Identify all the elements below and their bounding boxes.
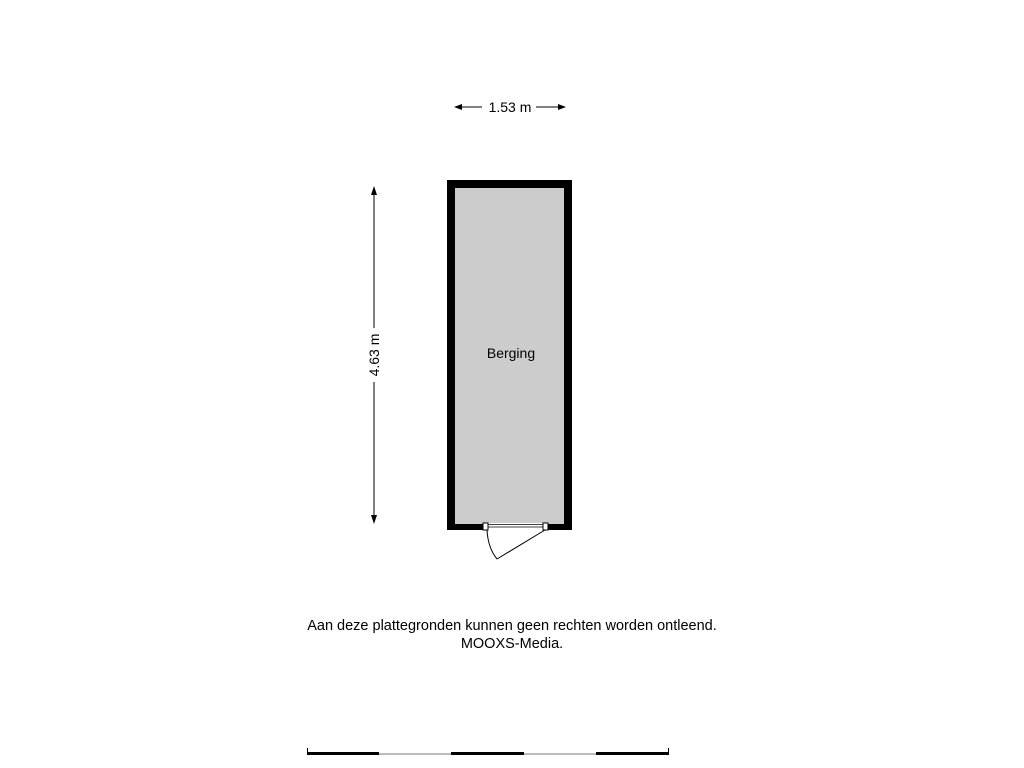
door-leaf xyxy=(497,530,545,559)
door-jamb-left xyxy=(483,523,488,530)
scale-segment-4 xyxy=(524,753,596,755)
scale-segment-1 xyxy=(307,752,379,755)
door-swing-arc xyxy=(487,530,497,559)
scale-segment-5 xyxy=(596,752,669,755)
scale-segment-3 xyxy=(451,752,524,755)
width-dimension xyxy=(454,99,566,115)
scale-bar xyxy=(307,748,669,755)
length-arrow-top xyxy=(371,186,377,195)
scale-segment-2 xyxy=(379,753,451,755)
door-jamb-right xyxy=(543,523,548,530)
room-label: Berging xyxy=(486,345,536,361)
disclaimer-line-1: Aan deze plattegronden kunnen geen rechten worden ontleend. xyxy=(307,618,717,634)
width-arrow-right xyxy=(558,104,566,110)
length-label: 4.63 m xyxy=(366,333,382,377)
disclaimer xyxy=(212,617,812,653)
disclaimer-line-2: MOOXS-Media. xyxy=(460,636,564,652)
door xyxy=(483,523,548,559)
width-arrow-left xyxy=(454,104,462,110)
room-berging xyxy=(447,180,572,530)
length-dimension xyxy=(366,186,382,524)
width-label: 1.53 m xyxy=(488,99,532,115)
length-arrow-bottom xyxy=(371,515,377,524)
